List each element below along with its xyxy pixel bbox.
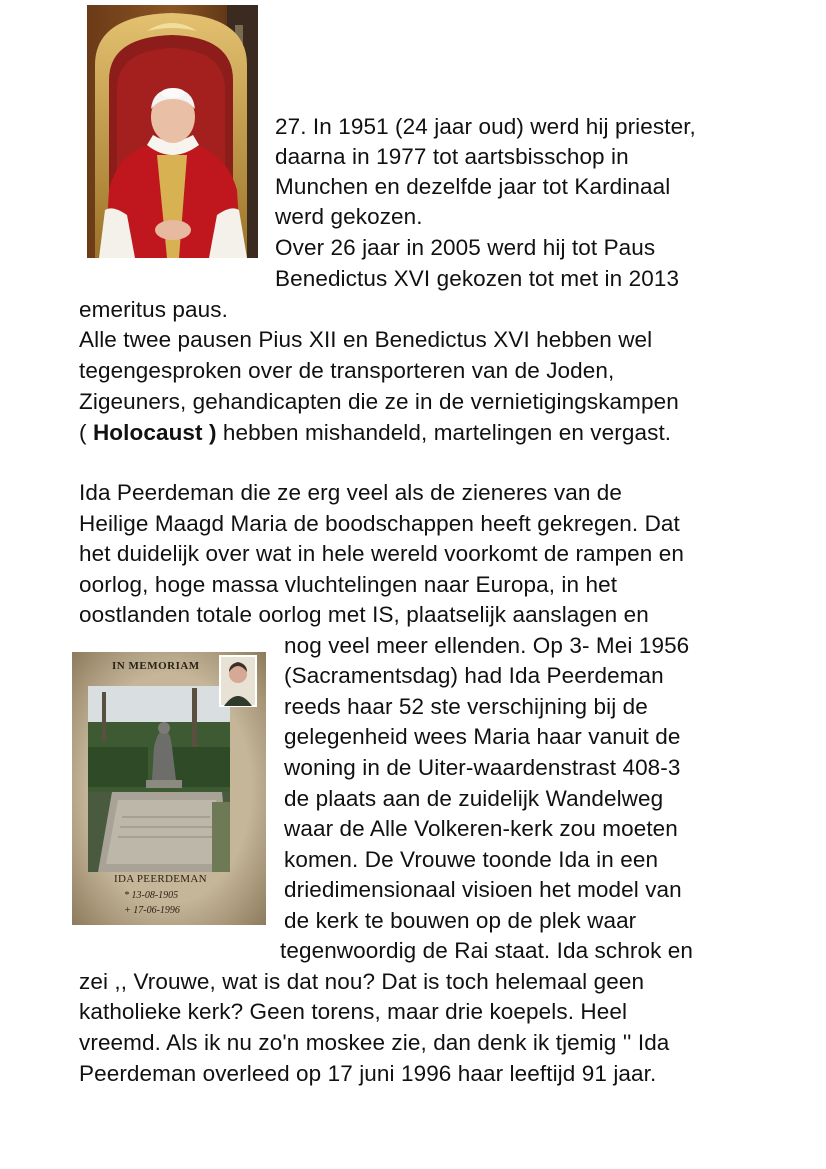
pope-illustration <box>87 5 258 258</box>
text-line: waar de Alle Volkeren-kerk zou moeten <box>284 816 678 841</box>
pope-photo <box>87 5 258 258</box>
memorial-card <box>72 652 266 925</box>
text-line: katholieke kerk? Geen torens, maar drie koepels. Heel <box>79 999 628 1024</box>
holocaust-term: Holocaust ) <box>92 420 217 445</box>
text-line: oostlanden totale oorlog met IS, plaatselijk aanslagen en <box>79 602 649 627</box>
text-line: werd gekozen. <box>275 204 423 229</box>
text-line: (Sacramentsdag) had Ida Peerdeman <box>284 663 664 688</box>
text-line: gelegenheid wees Maria haar vanuit de <box>284 724 681 749</box>
text-line: driedimensionaal visioen het model van <box>284 877 682 902</box>
text-line: zei ,, Vrouwe, wat is dat nou? Dat is toch helemaal geen <box>79 969 645 994</box>
text-line: het duidelijk over wat in hele wereld voorkomt de rampen en <box>79 541 684 566</box>
holocaust-line <box>79 418 671 448</box>
memorial-name: IDA PEERDEMAN <box>114 873 207 885</box>
memorial-header: IN MEMORIAM <box>112 660 200 672</box>
text-line: reeds haar 52 ste verschijning bij de <box>284 694 648 719</box>
memorial-born: * 13-08-1905 <box>124 890 179 901</box>
text-line: 27. In 1951 (24 jaar oud) werd hij priester, <box>275 114 696 139</box>
text-line: tegengesproken over de transporteren van de Joden, <box>79 358 615 383</box>
text-line: oorlog, hoge massa vluchtelingen naar Europa, in het <box>79 572 618 597</box>
text-line: Ida Peerdeman die ze erg veel als de zieneres van de <box>79 480 623 505</box>
text-line: daarna in 1977 tot aartsbisschop in <box>275 144 629 169</box>
holocaust-rest: hebben mishandeld, martelingen en vergast. <box>216 420 672 445</box>
text-line: de plaats aan de zuidelijk Wandelweg <box>284 786 664 811</box>
text-line: Peerdeman overleed op 17 juni 1996 haar leeftijd 91 jaar. <box>79 1061 657 1086</box>
text-line: de kerk te bouwen op de plek waar <box>284 908 637 933</box>
text-line: nog veel meer ellenden. Op 3- Mei 1956 <box>284 633 690 658</box>
text-line: Heilige Maagd Maria de boodschappen heeft gekregen. Dat <box>79 511 680 536</box>
text-line: komen. De Vrouwe toonde Ida in een <box>284 847 659 872</box>
text-line: Benedictus XVI gekozen tot met in 2013 <box>275 266 680 291</box>
text-line: vreemd. Als ik nu zo'n moskee zie, dan denk ik tjemig '' Ida <box>79 1030 670 1055</box>
memorial-died: + 17-06-1996 <box>124 905 180 916</box>
text-line: Munchen en dezelfde jaar tot Kardinaal <box>275 174 671 199</box>
text-line: tegenwoordig de Rai staat. Ida schrok en <box>280 938 693 963</box>
text-line: emeritus paus. <box>79 297 228 322</box>
text-line: Over 26 jaar in 2005 werd hij tot Paus <box>275 235 656 260</box>
text-line: Alle twee pausen Pius XII en Benedictus XVI hebben wel <box>79 327 653 352</box>
text-line: Zigeuners, gehandicapten die ze in de vernietigingskampen <box>79 389 679 414</box>
holocaust-open: ( <box>79 420 93 445</box>
text-line: woning in de Uiter-waardenstrast 408-3 <box>284 755 681 780</box>
